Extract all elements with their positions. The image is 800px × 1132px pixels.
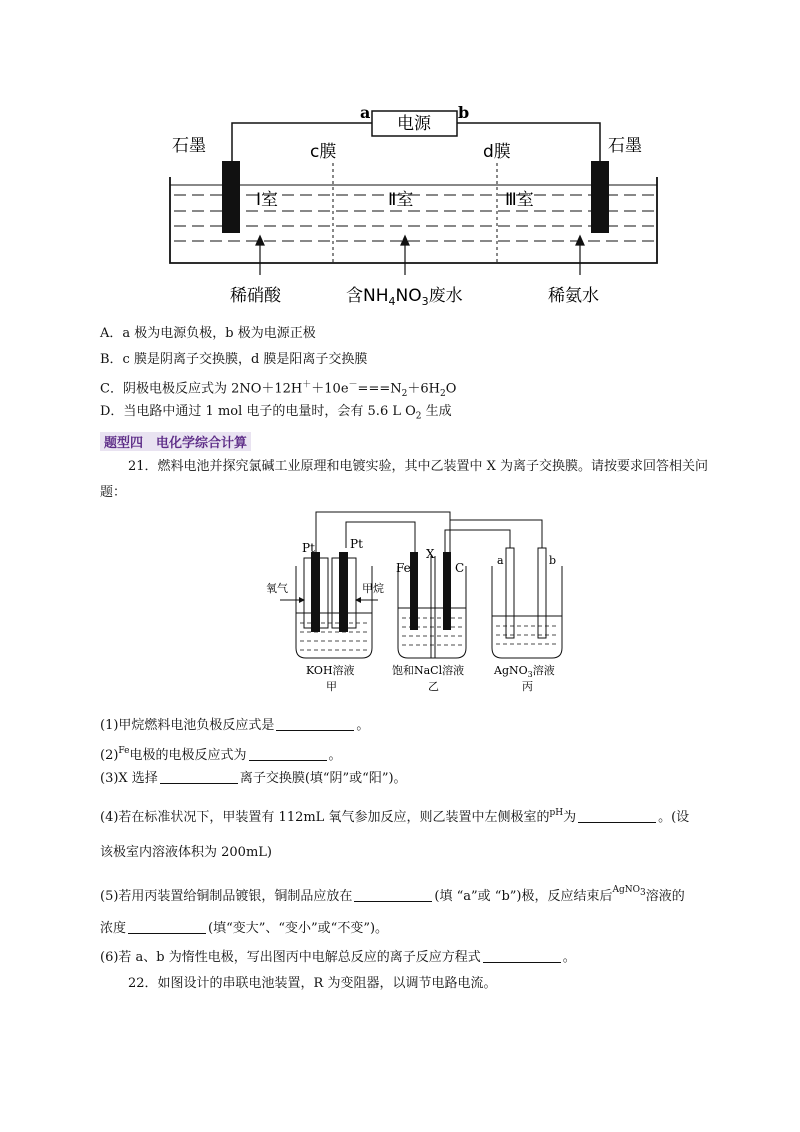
q21-stem-line1: 21．燃料电池并探究氯碱工业原理和电镀实验，其中乙装置中 X 为离子交换膜。请按要求回答相关问 (128, 459, 709, 474)
electrolysis-cell-diagram (160, 95, 670, 310)
membrane-c-label: c膜 (310, 142, 337, 162)
svg-text:Fe: Fe (396, 561, 411, 575)
answer-blank-1[interactable] (276, 717, 354, 731)
pt-electrode-2 (339, 552, 348, 632)
fe-electrode (410, 552, 418, 630)
option-a: A．a 极为电源负极，b 极为电源正极 (100, 326, 316, 341)
answer-blank-7[interactable] (483, 949, 561, 963)
q21-part4: (4)若在标准状况下，甲装置有 112mL 氧气参加反应，则乙装置中左侧极室的$^{pH}$为 。(设 (100, 808, 690, 825)
room-2-label: Ⅱ室 (388, 190, 414, 210)
q21-part1: (1)甲烷燃料电池负极反应式是 。 (100, 718, 370, 733)
electrode-b (538, 548, 546, 638)
svg-text:AgNO3溶液: AgNO$_3$溶液 (494, 664, 555, 679)
room-3-label: Ⅲ室 (505, 190, 534, 210)
q21-stem-line2: 题： (100, 485, 127, 500)
svg-text:C: C (455, 561, 465, 575)
q21-part5-line2: 浓度 (填“变大”、“变小”或“不变”)。 (100, 921, 389, 936)
inlet-dilute-ammonia: 稀氨水 (548, 286, 599, 306)
q21-part6: (6)若 a、b 为惰性电极，写出图丙中电解总反应的离子反应方程式 。 (100, 950, 576, 965)
three-beaker-apparatus (266, 508, 590, 706)
svg-text:Pt: Pt (302, 541, 315, 555)
svg-text:a: a (497, 554, 504, 567)
q21-part2: $(2)^{Fe}$电极的电极反应式为 。 (100, 746, 342, 763)
q21-part3: (3)X 选择 离子交换膜(填“阴”或“阳”)。 (100, 771, 407, 786)
c-electrode (443, 552, 451, 630)
answer-blank-3[interactable] (160, 770, 238, 784)
svg-text:甲: 甲 (326, 680, 337, 693)
section-heading: 题型四 电化学综合计算 (100, 432, 251, 451)
option-b: B．c 膜是阴离子交换膜，d 膜是阳离子交换膜 (100, 352, 368, 367)
room-1-label: Ⅰ室 (256, 190, 279, 210)
terminal-b: b (458, 103, 470, 122)
right-graphite-electrode (591, 161, 609, 233)
svg-text:饱和NaCl溶液: 饱和NaCl溶液 (392, 664, 465, 677)
terminal-a: a (360, 103, 371, 122)
svg-text:X: X (426, 547, 435, 561)
svg-text:Pt: Pt (350, 537, 363, 551)
q21-part5: (5)若用丙装置给铜制品镀银，铜制品应放在 (填 “a”或 “b”)极，反应结束后$^{AgNO_3}$溶液的 (100, 885, 685, 904)
power-source-label: 电源 (397, 114, 431, 134)
q21-part4-line2: 该极室内溶液体积为 200mL) (100, 845, 272, 860)
left-electrode-label: 石墨 (172, 136, 206, 156)
answer-blank-2[interactable] (249, 747, 327, 761)
answer-blank-5[interactable] (354, 888, 432, 902)
svg-text:乙: 乙 (428, 680, 439, 693)
svg-text:氧气: 氧气 (266, 582, 288, 595)
svg-text:丙: 丙 (522, 680, 533, 693)
option-c: C．阴极电极反应式为 $2NO+12H^++10e^-===N_2+6H_2O$ (100, 380, 457, 399)
option-d: D．当电路中通过 1 mol 电子的电量时，会有 5.6 L $O_2$ 生成 (100, 404, 452, 422)
svg-text:KOH溶液: KOH溶液 (306, 664, 355, 677)
left-graphite-electrode (222, 161, 240, 233)
svg-text:b: b (549, 554, 557, 567)
membrane-d-label: d膜 (483, 142, 511, 162)
answer-blank-4[interactable] (578, 809, 656, 823)
q22-stem: 22．如图设计的串联电池装置，R 为变阻器，以调节电路电流。 (128, 976, 497, 991)
inlet-ammonium-nitrate-wastewater: 含$NH_4NO_3$废水 (346, 286, 463, 308)
right-electrode-label: 石墨 (608, 136, 642, 156)
inlet-dilute-nitric-acid: 稀硝酸 (230, 286, 281, 306)
electrode-a (506, 548, 514, 638)
svg-text:甲烷: 甲烷 (362, 582, 384, 595)
pt-electrode-1 (311, 552, 320, 632)
answer-blank-6[interactable] (128, 920, 206, 934)
